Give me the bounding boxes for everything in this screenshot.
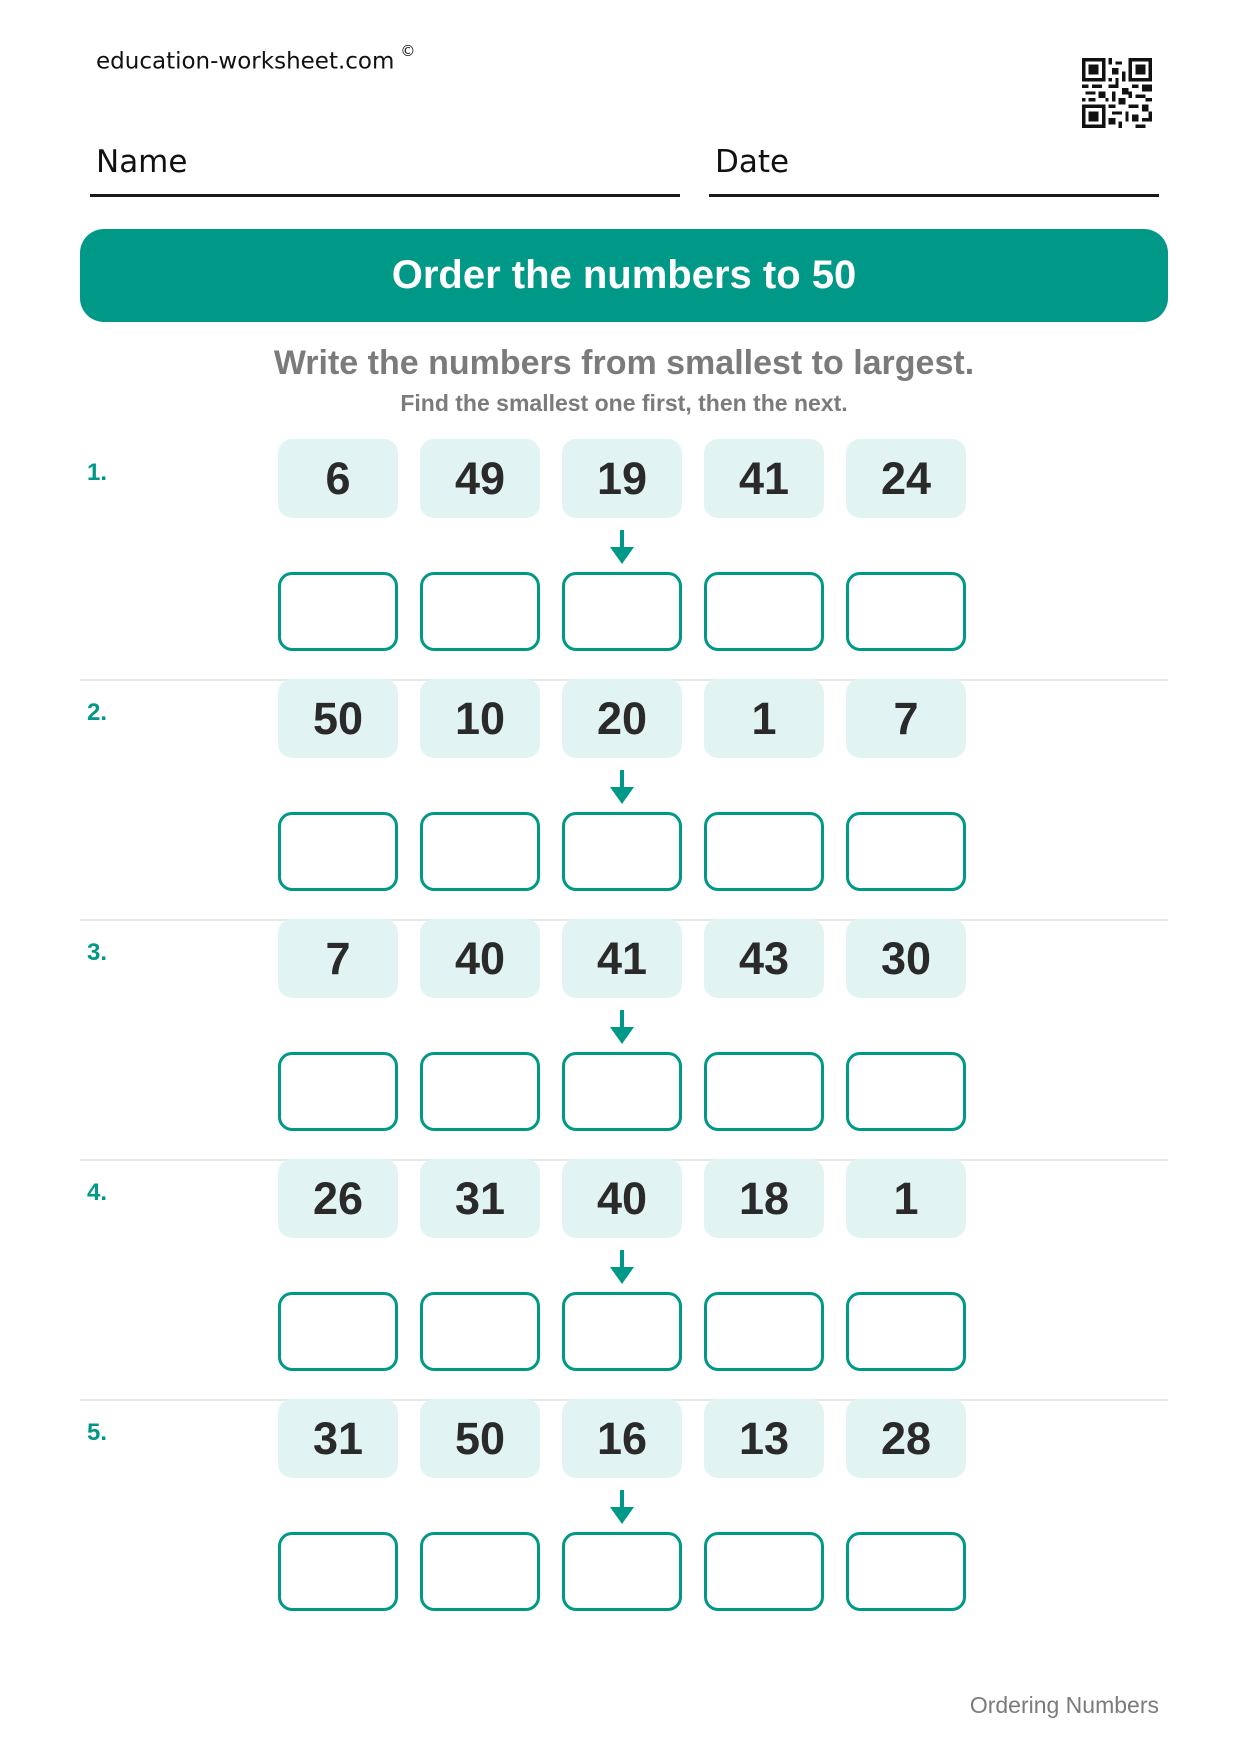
page-title: Order the numbers to 50 [391, 253, 857, 297]
problem-number: 3. [87, 939, 108, 966]
number-tile: 50 [278, 679, 398, 758]
problem-number: 5. [87, 1419, 108, 1446]
arrow-down-icon [607, 1250, 637, 1286]
answer-box[interactable] [704, 1052, 824, 1131]
arrow-down-icon [607, 770, 637, 806]
number-tile: 31 [278, 1399, 398, 1478]
number-tile: 7 [278, 919, 398, 998]
problem-row [80, 1399, 1168, 1639]
problem-row [80, 919, 1168, 1161]
problem-row [80, 439, 1168, 681]
problem-number: 4. [87, 1179, 108, 1206]
name-field[interactable] [90, 144, 680, 197]
number-tile: 50 [420, 1399, 540, 1478]
number-tile: 41 [704, 439, 824, 518]
answer-box[interactable] [846, 1532, 966, 1611]
answer-box[interactable] [420, 1532, 540, 1611]
number-tile: 18 [704, 1159, 824, 1238]
number-tile: 30 [846, 919, 966, 998]
number-tile: 40 [420, 919, 540, 998]
answer-box[interactable] [278, 812, 398, 891]
number-tile: 28 [846, 1399, 966, 1478]
number-tile: 1 [704, 679, 824, 758]
answer-box[interactable] [562, 572, 682, 651]
answer-box[interactable] [846, 572, 966, 651]
answer-box[interactable] [846, 812, 966, 891]
answer-box[interactable] [278, 1532, 398, 1611]
answer-box[interactable] [846, 1052, 966, 1131]
qr-code-icon [1082, 58, 1152, 128]
title-banner [80, 229, 1168, 322]
number-tile: 40 [562, 1159, 682, 1238]
number-tile: 26 [278, 1159, 398, 1238]
arrow-down-icon [607, 530, 637, 566]
number-tile: 20 [562, 679, 682, 758]
number-tile: 24 [846, 439, 966, 518]
answer-box[interactable] [420, 1292, 540, 1371]
number-tile: 1 [846, 1159, 966, 1238]
number-tile: 31 [420, 1159, 540, 1238]
name-label: Name [96, 144, 188, 180]
arrow-down-icon [607, 1490, 637, 1526]
answer-box[interactable] [278, 572, 398, 651]
number-tile: 43 [704, 919, 824, 998]
answer-box[interactable] [704, 812, 824, 891]
copyright-symbol: © [400, 42, 416, 60]
answer-box[interactable] [704, 572, 824, 651]
answer-box[interactable] [562, 1052, 682, 1131]
answer-box[interactable] [704, 1292, 824, 1371]
site-text: education-worksheet.com [96, 48, 395, 75]
answer-box[interactable] [704, 1532, 824, 1611]
problem-number: 2. [87, 699, 108, 726]
number-tile: 49 [420, 439, 540, 518]
number-tile: 41 [562, 919, 682, 998]
answer-box[interactable] [278, 1292, 398, 1371]
problem-row [80, 1159, 1168, 1401]
site-name [96, 42, 416, 75]
answer-box[interactable] [562, 1532, 682, 1611]
answer-box[interactable] [562, 1292, 682, 1371]
answer-box[interactable] [562, 812, 682, 891]
answer-box[interactable] [420, 812, 540, 891]
answer-box[interactable] [278, 1052, 398, 1131]
number-tile: 10 [420, 679, 540, 758]
number-tile: 13 [704, 1399, 824, 1478]
answer-box[interactable] [420, 572, 540, 651]
arrow-down-icon [607, 1010, 637, 1046]
problem-row [80, 679, 1168, 921]
problem-number: 1. [87, 459, 108, 486]
number-tile: 16 [562, 1399, 682, 1478]
date-label: Date [715, 144, 790, 180]
answer-box[interactable] [846, 1292, 966, 1371]
date-field[interactable] [709, 144, 1159, 197]
number-tile: 19 [562, 439, 682, 518]
footer-topic: Ordering Numbers [969, 1692, 1159, 1718]
instruction-sub: Find the smallest one first, then the next. [400, 390, 848, 416]
number-tile: 7 [846, 679, 966, 758]
answer-box[interactable] [420, 1052, 540, 1131]
instruction-main: Write the numbers from smallest to largest. [273, 344, 975, 382]
number-tile: 6 [278, 439, 398, 518]
